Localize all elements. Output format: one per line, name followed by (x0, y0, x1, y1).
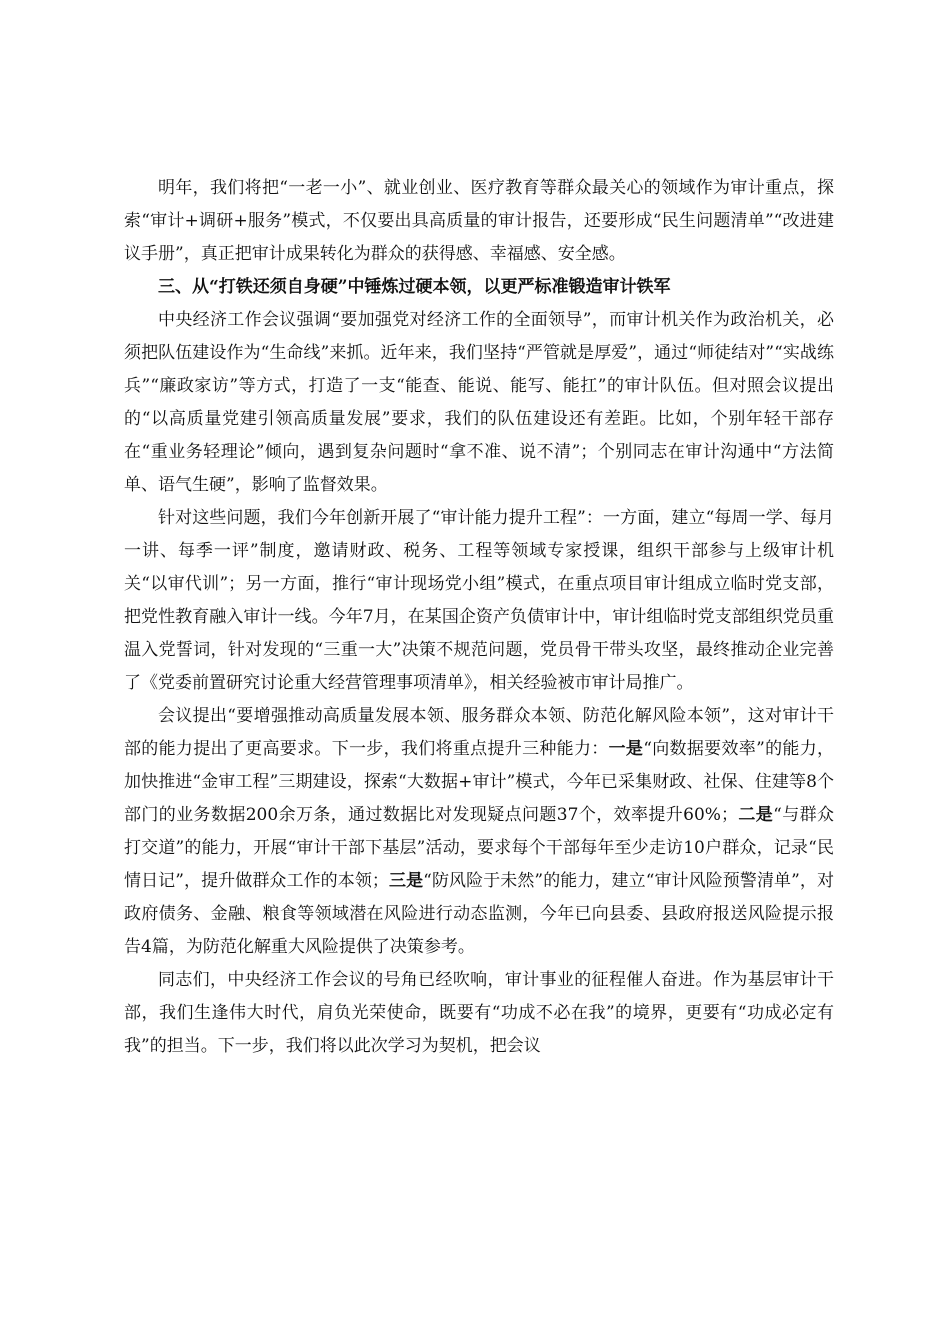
paragraph-three-abilities (124, 700, 834, 964)
paragraph-capability-project: 针对这些问题，我们今年创新开展了“审计能力提升工程”：一方面，建立“每周一学、每月一讲、每季一评”制度，邀请财政、税务、工程等领域专家授课，组织干部参与上级审计机关“以审代训”；另一方面，推行“审计现场党小组”模式，在重点项目审计组成立临时党支部，把党性教育融入审计一线。今年7月，在某国企资产负债审计中，审计组临时党支部组织党员重温入党誓词，针对发现的“三重一大”决策不规范问题，党员骨干带头攻坚，最终推动企业完善了《党委前置研究讨论重大经营管理事项清单》，相关经验被市审计局推广。 (124, 508, 834, 693)
ability-label-1: 一是 (608, 739, 644, 759)
section-heading-3: 三、从“打铁还须自身硬”中锤炼过硬本领，以更严标准锻造审计铁军 (158, 277, 671, 297)
ability-text-3: “防风险于未然”的能力，建立“审计风险预警清单”，对政府债务、金融、粮食等领域潜在风险进行动态监测，今年已向县委、县政府报送风险提示报告4篇，为防范化解重大风险提供了决策参考。 (124, 871, 834, 957)
ability-text-2: “与群众打交道”的能力，开展“审计干部下基层”活动，要求每个干部每年至少走访10户群众，记录“民情日记”，提升做群众工作的本领； (124, 805, 834, 891)
paragraph-team-building: 中央经济工作会议强调“要加强党对经济工作的全面领导”，而审计机关作为政治机关，必须把队伍建设作为“生命线”来抓。近年来，我们坚持“严管就是厚爱”，通过“师徒结对”“实战练兵”“廉政家访”等方式，打造了一支“能查、能说、能写、能扛”的审计队伍。但对照会议提出的“以高质量党建引领高质量发展”要求，我们的队伍建设还有差距。比如，个别年轻干部存在“重业务轻理论”倾向，遇到复杂问题时“拿不准、说不清”；个别同志在审计沟通中“方法简单、语气生硬”，影响了监督效果。 (124, 310, 834, 495)
three-abilities-intro: 会议提出“要增强推动高质量发展本领、服务群众本领、防范化解风险本领”，这对审计干部的能力提出了更高要求。下一步，我们将重点提升三种能力： (124, 706, 834, 759)
ability-label-3: 三是 (388, 871, 424, 891)
document-page (124, 172, 834, 1063)
paragraph-closing: 同志们，中央经济工作会议的号角已经吹响，审计事业的征程催人奋进。作为基层审计干部，我们生逢伟大时代，肩负光荣使命，既要有“功成不必在我”的境界，更要有“功成必定有我”的担当。下一步，我们将以此次学习为契机，把会议 (124, 970, 834, 1056)
paragraph-livelihood-audit: 明年，我们将把“一老一小”、就业创业、医疗教育等群众最关心的领域作为审计重点，探索“审计+调研+服务”模式，不仅要出具高质量的审计报告，还要形成“民生问题清单”“改进建议手册”，真正把审计成果转化为群众的获得感、幸福感、安全感。 (124, 178, 834, 264)
ability-text-1: “向数据要效率”的能力，加快推进“金审工程”三期建设，探索“大数据+审计”模式，今年已采集财政、社保、住建等8个部门的业务数据200余万条，通过数据比对发现疑点问题37个，效率提升60%； (124, 739, 835, 825)
ability-label-2: 二是 (737, 805, 774, 825)
